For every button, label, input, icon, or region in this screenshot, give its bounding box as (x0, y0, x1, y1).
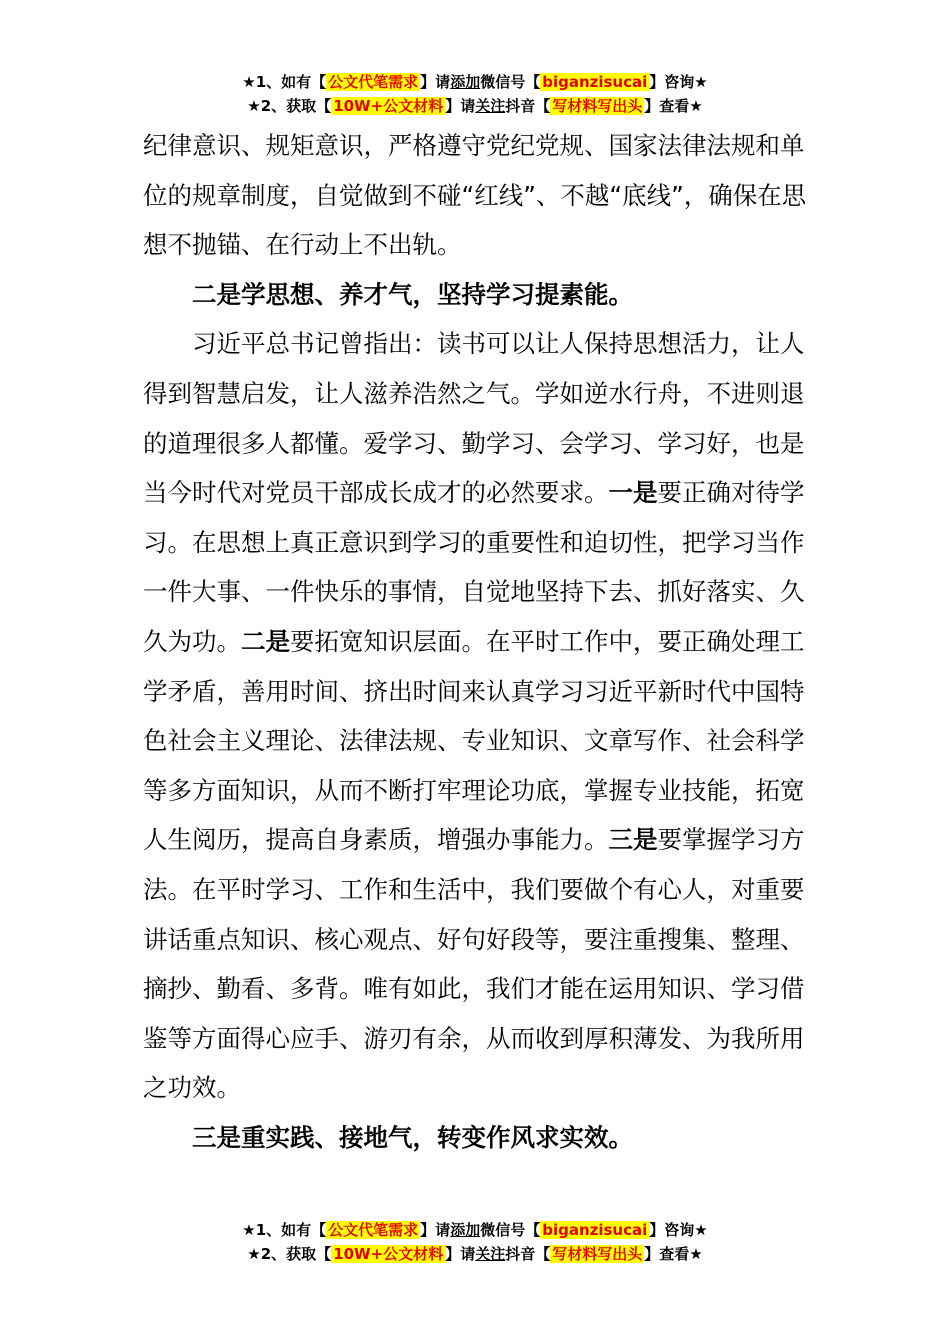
banner-text: 】请 (445, 97, 476, 115)
underlined-text: 关注 (475, 1245, 506, 1263)
banner-text: 微信号【 (480, 1221, 541, 1239)
underlined-text: 添加 (450, 1221, 481, 1239)
douyin-account: 写材料写出头 (552, 1245, 643, 1263)
banner-text: 抖音【 (505, 97, 551, 115)
banner-text: 微信号【 (480, 73, 541, 91)
banner-text: 】咨询★ (649, 1221, 708, 1239)
banner-text: 】咨询★ (649, 73, 708, 91)
banner-text: ★2、获取【 (247, 1245, 332, 1263)
banner-line-1 (0, 70, 950, 94)
highlight-text: 公文代笔需求 (328, 1221, 419, 1239)
banner-text: 】查看★ (644, 97, 703, 115)
bold-lead: 二是 (241, 626, 290, 656)
highlight-text: 10W+公文材料 (333, 97, 444, 115)
header-banner (0, 70, 950, 118)
section-heading: 二是学思想、养才气，坚持学习提素能。 (192, 279, 633, 309)
banner-text: 】请 (420, 1221, 451, 1239)
paragraph: 纪律意识、规矩意识，严格遵守党纪党规、国家法律法规和单位的规章制度，自觉做到不碰“红线”、不越“底线”，确保在思想不抛锚、在行动上不出轨。 (143, 131, 807, 260)
paragraph-text: 要掌握学习方法。在平时学习、工作和生活中，我们要做个有心人，对重要讲话重点知识、核心观点、好句好段等，要注重搜集、整理、摘抄、勤看、多背。唯有如此，我们才能在运用知识、学习借鉴等方面得心应手、游刃有余，从而收到厚积薄发、为我所用之功效。 (143, 825, 805, 1103)
banner-text: ★2、获取【 (247, 97, 332, 115)
banner-line-1 (0, 1218, 950, 1242)
banner-line-2 (0, 94, 950, 118)
banner-text: 抖音【 (505, 1245, 551, 1263)
bold-lead: 三是 (608, 825, 658, 855)
bold-lead: 一是 (608, 478, 658, 508)
paragraph-text: 要拓宽知识层面。在平时工作中，要正确处理工学矛盾，善用时间、挤出时间来认真学习习近平新时代中国特色社会主义理论、法律法规、专业知识、文章写作、社会科学等多方面知识，从而不断打牢理论功底，掌握专业技能，拓宽人生阅历，提高自身素质，增强办事能力。 (143, 626, 805, 855)
section-heading: 三是重实践、接地气，转变作风求实效。 (192, 1122, 633, 1152)
footer-banner (0, 1218, 950, 1266)
banner-text: 】请 (445, 1245, 476, 1263)
banner-text: ★1、如有【 (242, 1221, 327, 1239)
douyin-account: 写材料写出头 (552, 97, 643, 115)
wechat-id: biganzisucai (542, 1221, 648, 1239)
paragraph-text: 要正确对待学习。在思想上真正意识到学习的重要性和迫切性，把学习当作一件大事、一件快乐的事情，自觉地坚持下去、抓好落实、久久为功。 (143, 478, 805, 656)
document-body (143, 121, 823, 1162)
highlight-text: 10W+公文材料 (333, 1245, 444, 1263)
underlined-text: 添加 (450, 73, 481, 91)
banner-text: 】请 (420, 73, 451, 91)
underlined-text: 关注 (475, 97, 506, 115)
banner-text: ★1、如有【 (242, 73, 327, 91)
paragraph-text: 习近平总书记曾指出：读书可以让人保持思想活力，让人得到智慧启发，让人滋养浩然之气。学如逆水行舟，不进则退的道理很多人都懂。爱学习、勤学习、会学习、学习好，也是当今时代对党员干部成长成才的必然要求。 (143, 329, 805, 508)
highlight-text: 公文代笔需求 (328, 73, 419, 91)
wechat-id: biganzisucai (542, 73, 648, 91)
banner-line-2 (0, 1242, 950, 1266)
paragraph (143, 319, 823, 1113)
banner-text: 】查看★ (644, 1245, 703, 1263)
